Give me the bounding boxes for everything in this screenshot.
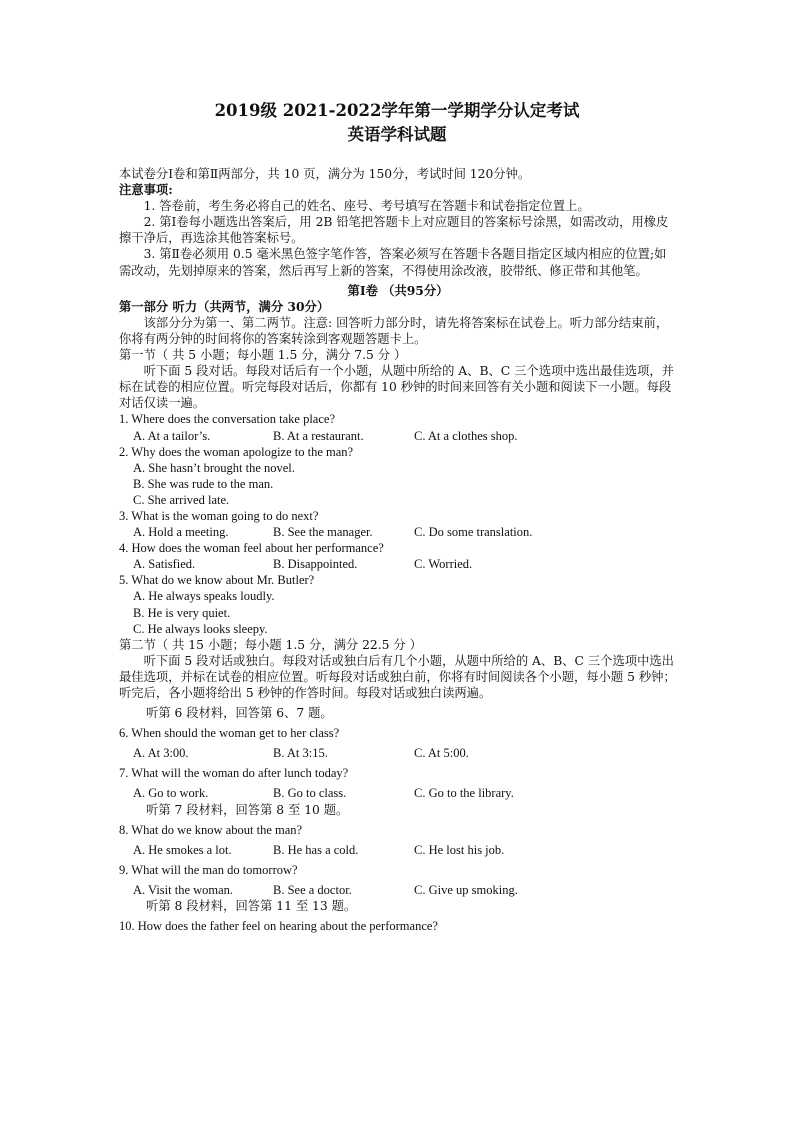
question-text: 9. What will the man do tomorrow? [119, 862, 298, 877]
volume-1-title: 第Ⅰ卷 （共95分） [347, 282, 449, 298]
option-c: C. Worried. [414, 557, 473, 572]
question-7 [119, 765, 677, 801]
question-text: 6. When should the woman get to her class? [119, 726, 340, 741]
option-c: C. At a clothes shop. [414, 428, 518, 443]
option-c: C. Go to the library. [414, 786, 514, 801]
option-a: A. Visit the woman. [133, 882, 234, 897]
question-4 [119, 540, 677, 572]
note-item-1: 1. 答卷前，考生务必将自己的姓名、座号、考号填写在答题卡和试卷指定位置上。 [143, 199, 590, 214]
option-a: A. He always speaks loudly. [133, 589, 275, 604]
part-1-heading: 第一部分 听力（共两节，满分 30分） [119, 298, 330, 314]
question-text: 3. What is the woman going to do next? [119, 508, 319, 523]
question-text: 1. Where does the conversation take place? [119, 412, 335, 427]
option-row [119, 524, 677, 540]
option-row [119, 842, 677, 858]
option-b: B. He is very quiet. [133, 605, 231, 620]
option-c: C. He always looks sleepy. [133, 621, 268, 636]
option-a: A. At a tailor’s. [133, 428, 211, 443]
option-c: C. At 5:00. [414, 746, 469, 761]
option-c: C. Give up smoking. [414, 882, 518, 897]
option-a: A. She hasn’t brought the novel. [133, 460, 295, 475]
note-item-3: 3. 第Ⅱ卷必须用 0.5 毫米黑色签字笔作答，答案必须写在答题卡各题目指定区域内相应的位置;如需改动，先划掉原来的答案，然后再写上新的答案，不得使用涂改液，胶带纸、修正带和其他笔。 [119, 247, 667, 278]
question-text: 2. Why does the woman apologize to the man? [119, 444, 354, 459]
question-8 [119, 822, 677, 858]
section-1-heading: 第一节（ 共 5 小题；每小题 1.5 分，满分 7.5 分 ） [119, 348, 407, 363]
option-c: C. He lost his job. [414, 842, 505, 857]
question-text: 10. How does the father feel on hearing about the performance? [119, 919, 438, 934]
option-b: B. He has a cold. [273, 842, 359, 857]
option-b: B. See the manager. [273, 525, 373, 540]
option-row [119, 745, 677, 761]
exam-summary: 本试卷分Ⅰ卷和第Ⅱ两部分，共 10 页，满分为 150分，考试时间 120分钟。 [119, 167, 531, 181]
question-text: 4. How does the woman feel about her performance? [119, 541, 384, 556]
option-b: B. Go to class. [273, 786, 347, 801]
option-row [119, 882, 677, 898]
question-text: 5. What do we know about Mr. Butler? [119, 573, 315, 588]
option-b: B. She was rude to the man. [133, 476, 274, 491]
option-row [119, 428, 677, 444]
exam-title: 2019级 2021-2022学年第一学期学分认定考试 [214, 101, 580, 120]
material-8-instruction: 听第 8 段材料，回答第 11 至 13 题。 [146, 899, 357, 914]
option-row [119, 556, 677, 572]
question-2 [119, 444, 677, 508]
question-10 [119, 918, 677, 934]
exam-body [119, 166, 677, 934]
question-text: 8. What do we know about the man? [119, 822, 303, 837]
question-5 [119, 572, 677, 636]
option-b: B. Disappointed. [273, 557, 358, 572]
option-row [119, 785, 677, 801]
material-7-instruction: 听第 7 段材料，回答第 8 至 10 题。 [146, 802, 349, 817]
option-a: A. Hold a meeting. [133, 525, 229, 540]
exam-subtitle: 英语学科试题 [347, 125, 447, 144]
option-b: B. At a restaurant. [273, 428, 364, 443]
option-a: A. Satisfied. [133, 557, 196, 572]
section-2-heading: 第二节（ 共 15 小题；每小题 1.5 分，满分 22.5 分 ） [119, 637, 422, 652]
section-2-instruction: 听下面 5 段对话或独白。每段对话或独白后有几个小题，从题中所给的 A、B、C 三个选项中选出最佳选项，并标在试卷的相应位置。听每段对话或独白前，你将有时间阅读各个小题，每小题 5 秒钟；听完后，各小题将给出 5 秒钟的作答时间。每段对话或独白读两遍。 [119, 653, 676, 700]
option-b: B. See a doctor. [273, 882, 352, 897]
option-a: A. Go to work. [133, 786, 209, 801]
part-1-instruction: 该部分分为第一、第二两节。注意: 回答听力部分时，请先将答案标在试卷上。听力部分结束前，你将有两分钟的时间将你的答案转涂到客观题答题卡上。 [119, 315, 669, 346]
question-1 [119, 411, 677, 443]
question-3 [119, 508, 677, 540]
note-item-2: 2. 第Ⅰ卷每小题选出答案后，用 2B 铅笔把答题卡上对应题目的答案标号涂黑，如需改动，用橡皮擦干净后，再选涂其他答案标号。 [119, 215, 669, 246]
section-1-instruction: 听下面 5 段对话。每段对话后有一个小题，从题中所给的 A、B、C 三个选项中选出最佳选项，并标在试卷的相应位置。听完每段对话后，你都有 10 秒钟的时间来回答有关小题和阅读下一小题。每段对话仅读一遍。 [119, 364, 674, 411]
option-c: C. She arrived late. [133, 492, 230, 507]
option-a: A. At 3:00. [133, 746, 189, 761]
notes-heading: 注意事项: [119, 182, 173, 198]
question-6 [119, 725, 677, 761]
option-b: B. At 3:15. [273, 746, 328, 761]
material-6-instruction: 听第 6 段材料，回答第 6、7 题。 [146, 706, 333, 721]
question-9 [119, 862, 677, 898]
question-text: 7. What will the woman do after lunch today? [119, 766, 349, 781]
option-a: A. He smokes a lot. [133, 842, 232, 857]
option-c: C. Do some translation. [414, 525, 533, 540]
